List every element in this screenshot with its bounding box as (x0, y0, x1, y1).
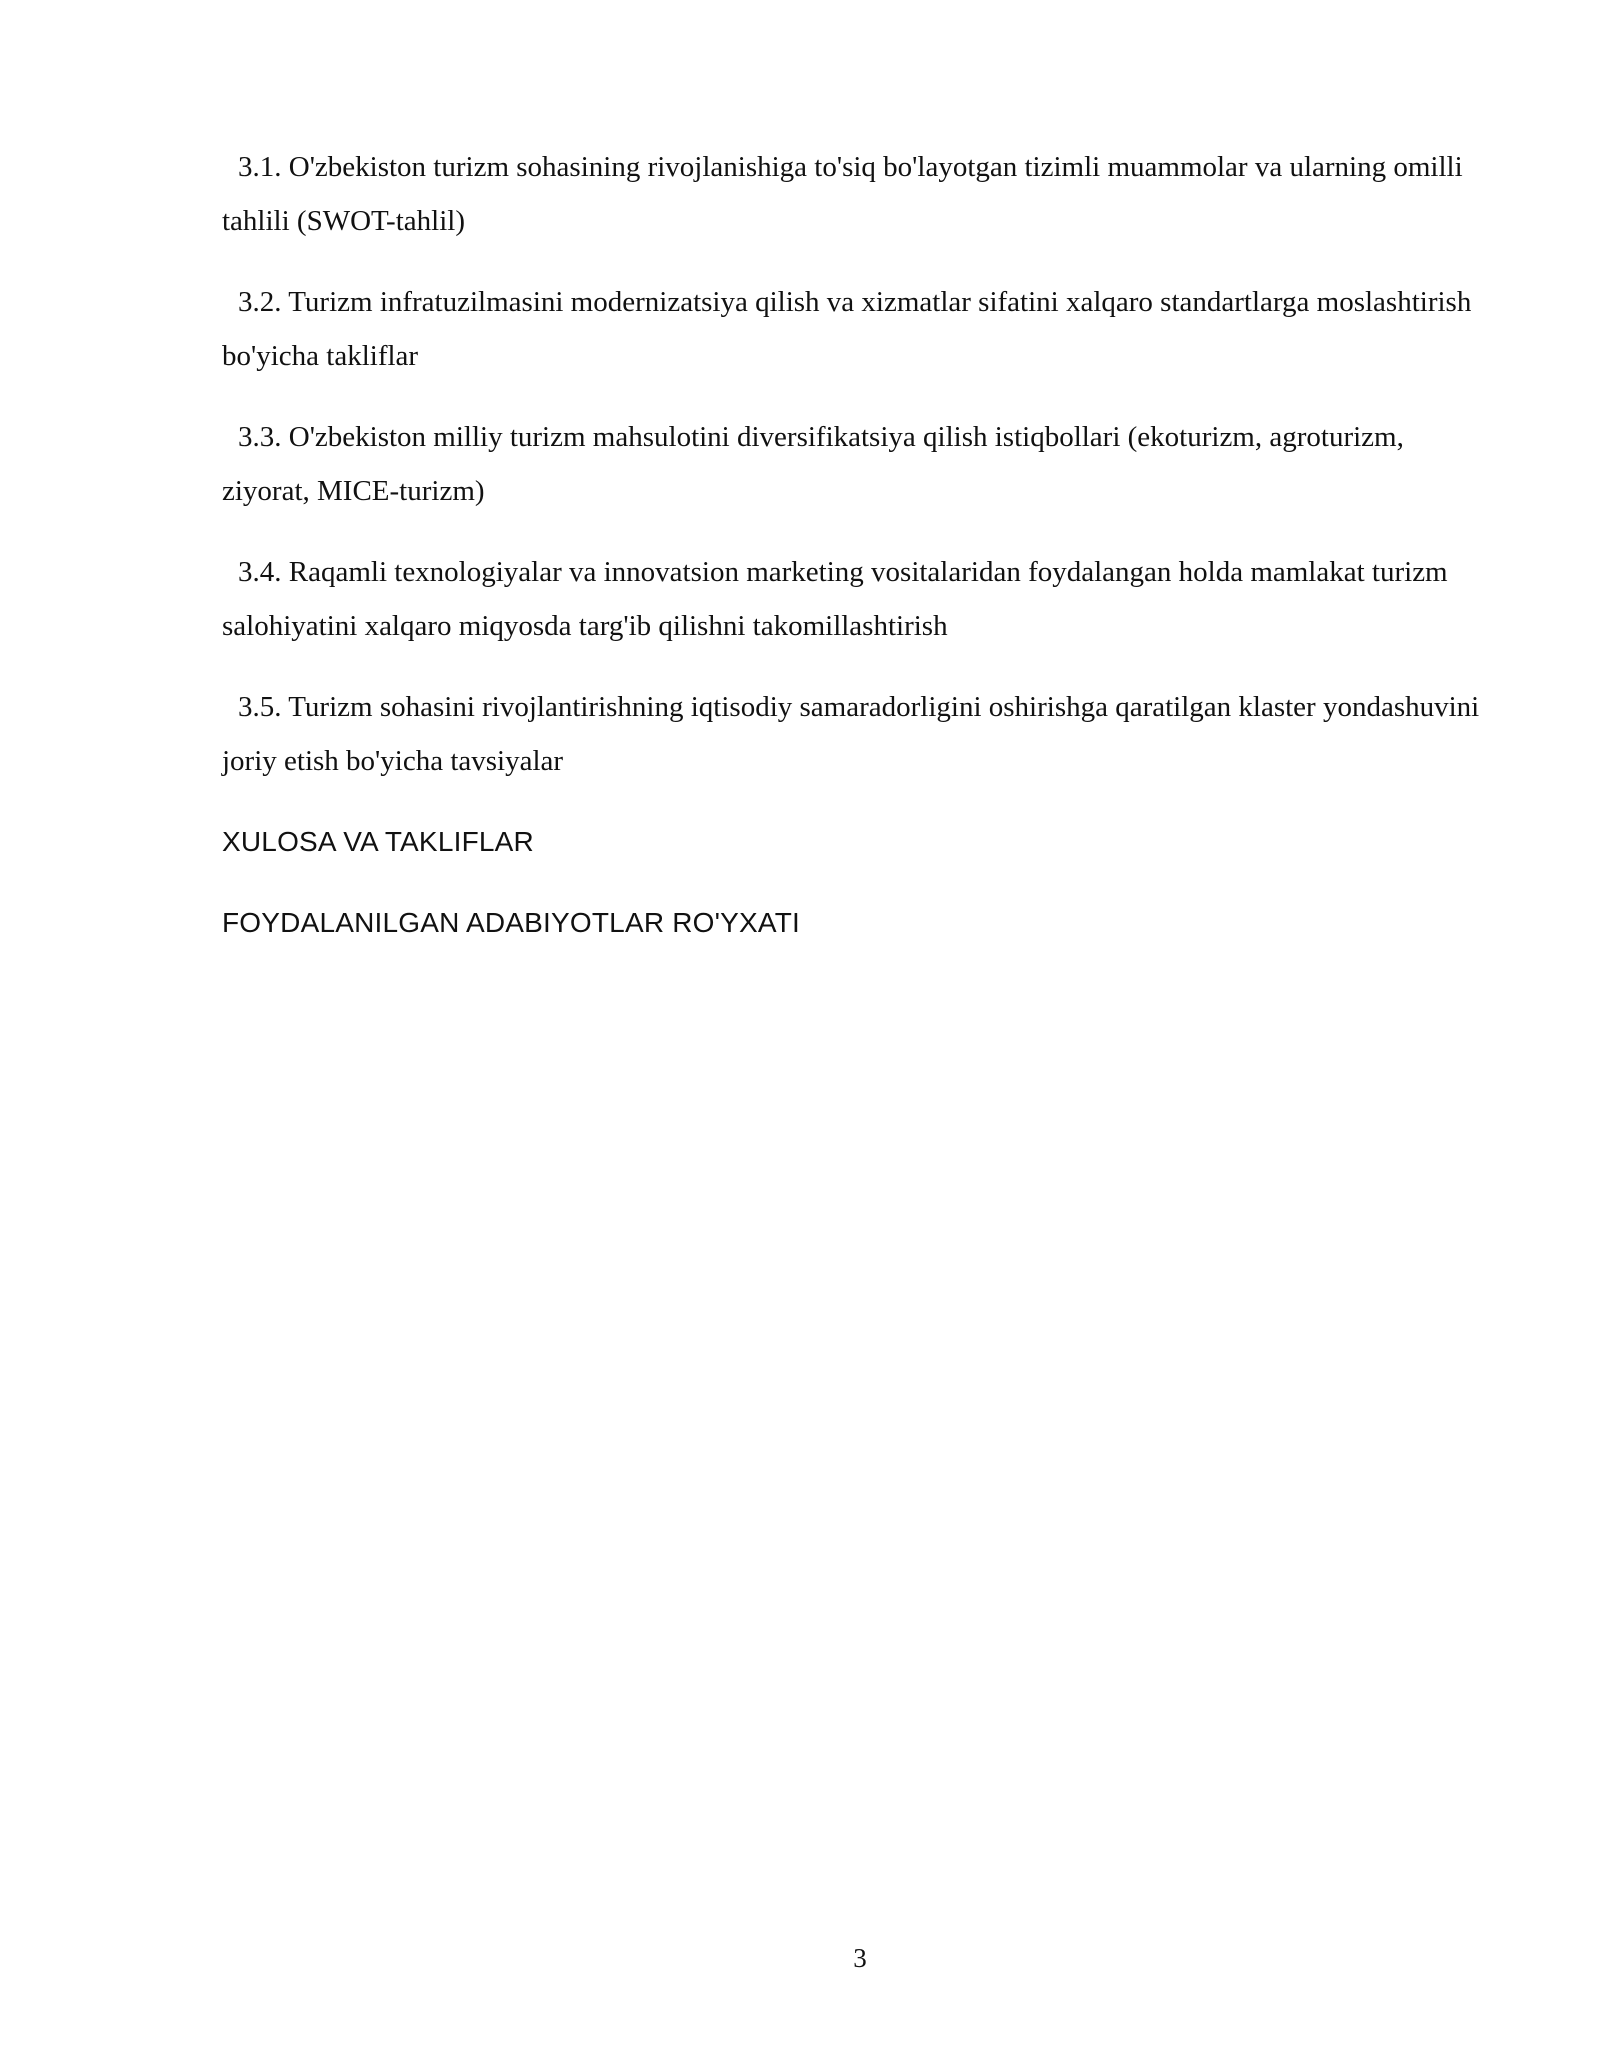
toc-item-3-1: 3.1. O'zbekiston turizm sohasining rivojlanishiga to'siq bo'layotgan tizimli muammolar va ularning omilli tahlili (SWOT-tahlil) (222, 151, 1463, 237)
page-number: 3 (853, 1943, 867, 1973)
toc-item-3-2: 3.2. Turizm infratuzilmasini modernizatsiya qilish va xizmatlar sifatini xalqaro standartlarga moslashtirish bo'yicha takliflar (222, 286, 1472, 372)
toc-item-3-5: 3.5. Turizm sohasini rivojlantirishning iqtisodiy samaradorligini oshirishga qaratilgan klaster yondashuvini joriy etish bo'yicha tavsiyalar (222, 691, 1480, 777)
toc-references-heading: FOYDALANILGAN ADABIYOTLAR RO'YXATI (222, 907, 800, 938)
toc-item-3-3: 3.3. O'zbekiston milliy turizm mahsulotini diversifikatsiya qilish istiqbollari (ekoturizm, agroturizm, ziyorat, MICE-turizm) (222, 421, 1404, 507)
toc-conclusion-heading: XULOSA VA TAKLIFLAR (222, 826, 534, 857)
toc-item-3-4: 3.4. Raqamli texnologiyalar va innovatsion marketing vositalaridan foydalangan holda mamlakat turizm salohiyatini xalqaro miqyosda targ'ib qilishni takomillashtirish (222, 556, 1448, 642)
table-of-contents (222, 140, 1490, 977)
